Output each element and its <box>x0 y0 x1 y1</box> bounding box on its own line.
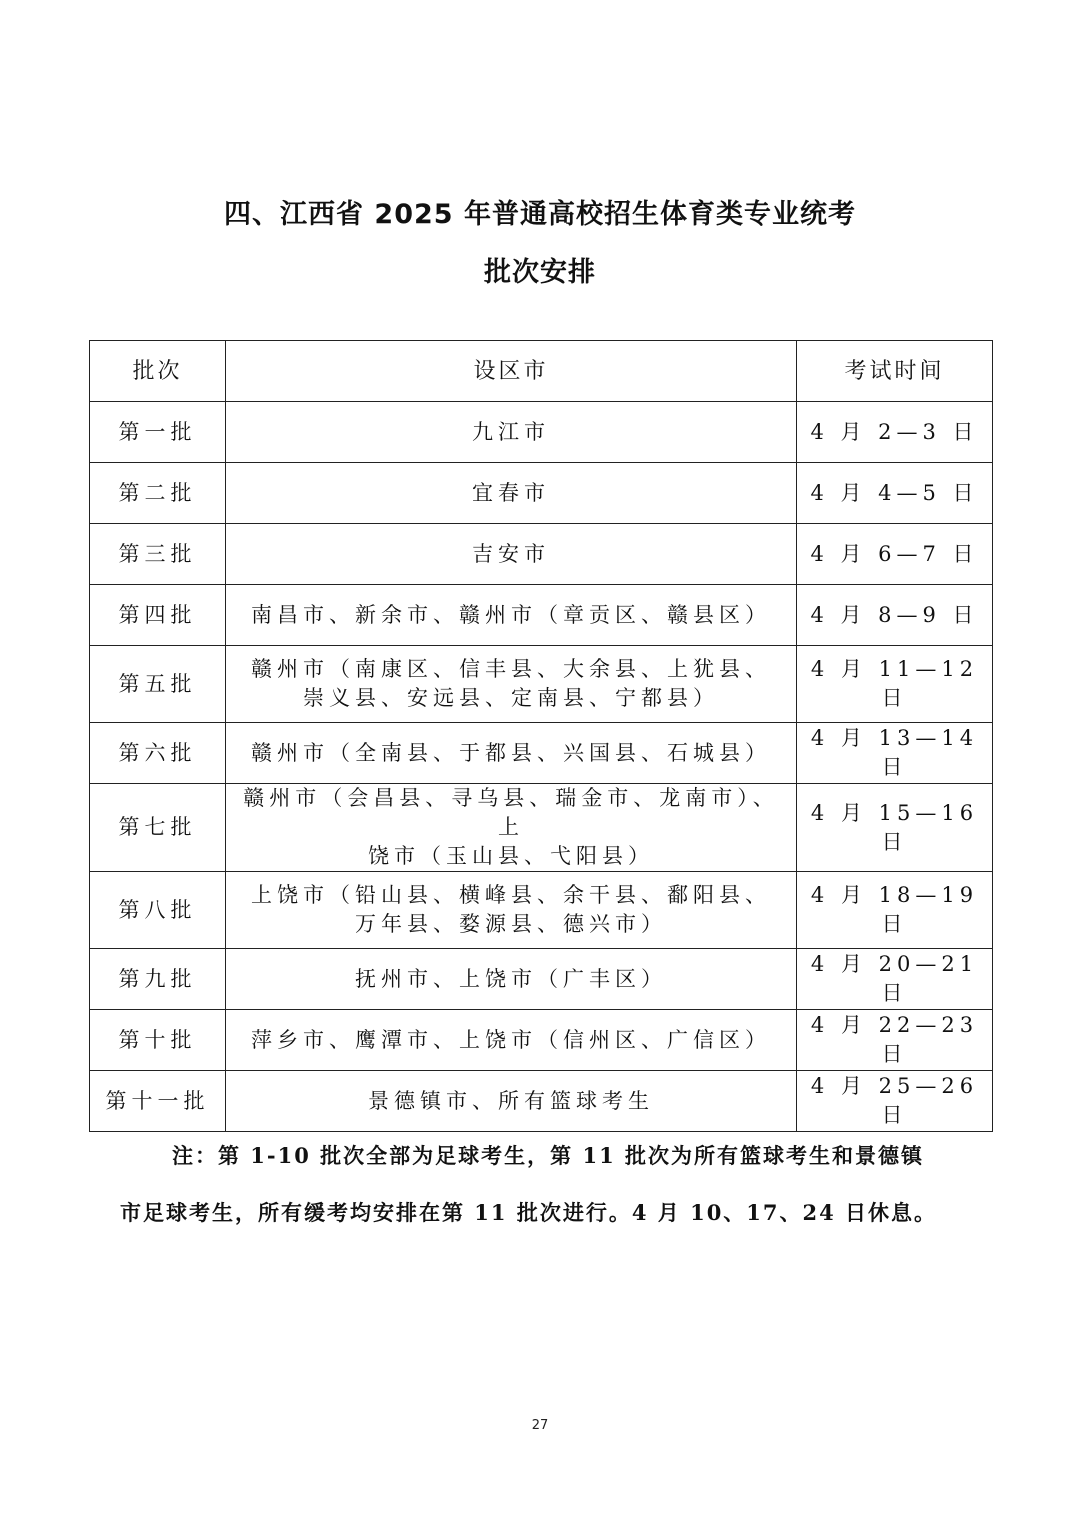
city-line: 上饶市（铅山县、横峰县、余干县、鄱阳县、 <box>251 883 771 907</box>
header-batch: 批次 <box>90 341 226 402</box>
table-header-row <box>90 341 993 402</box>
city-line: 赣州市（会昌县、寻乌县、瑞金市、龙南市）、上 <box>243 786 779 839</box>
batch-cell: 第一批 <box>90 402 226 463</box>
table-row <box>90 524 993 585</box>
city-line: 吉安市 <box>472 541 550 566</box>
city-line: 抚州市、上饶市（广丰区） <box>355 966 667 991</box>
city-line: 南昌市、新余市、赣州市（章贡区、赣县区） <box>251 602 771 627</box>
city-cell <box>226 1010 797 1071</box>
table-row <box>90 872 993 949</box>
city-cell <box>226 646 797 723</box>
batch-schedule-table <box>89 340 993 1132</box>
time-cell: 4 月 8—9 日 <box>797 585 993 646</box>
batch-cell: 第九批 <box>90 949 226 1010</box>
city-cell <box>226 1071 797 1132</box>
time-cell: 4 月 18—19 日 <box>797 872 993 949</box>
city-cell <box>226 585 797 646</box>
city-line: 万年县、婺源县、德兴市） <box>355 912 667 936</box>
table-row <box>90 646 993 723</box>
table-row <box>90 949 993 1010</box>
footnote-line-2: 市足球考生，所有缓考均安排在第 11 批次进行。4 月 10、17、24 日休息。 <box>120 1200 938 1225</box>
batch-cell: 第八批 <box>90 872 226 949</box>
city-line: 宜春市 <box>472 480 550 505</box>
table-row <box>90 1071 993 1132</box>
city-cell <box>226 463 797 524</box>
batch-cell: 第十批 <box>90 1010 226 1071</box>
city-cell <box>226 872 797 949</box>
city-line: 九江市 <box>472 419 550 444</box>
batch-cell: 第三批 <box>90 524 226 585</box>
city-line: 赣州市（南康区、信丰县、大余县、上犹县、 <box>251 657 771 681</box>
time-cell: 4 月 13—14 日 <box>797 723 993 784</box>
time-cell: 4 月 20—21 日 <box>797 949 993 1010</box>
batch-cell: 第五批 <box>90 646 226 723</box>
city-cell <box>226 402 797 463</box>
city-line: 饶市（玉山县、弋阳县） <box>368 844 654 868</box>
header-city: 设区市 <box>226 341 797 402</box>
city-cell <box>226 723 797 784</box>
time-cell: 4 月 2—3 日 <box>797 402 993 463</box>
time-cell: 4 月 15—16 日 <box>797 784 993 872</box>
table-row <box>90 1010 993 1071</box>
city-line: 崇义县、安远县、定南县、宁都县） <box>303 686 719 710</box>
city-cell <box>226 949 797 1010</box>
city-cell <box>226 524 797 585</box>
city-line: 萍乡市、鹰潭市、上饶市（信州区、广信区） <box>251 1027 771 1052</box>
batch-cell: 第二批 <box>90 463 226 524</box>
page-title: 四、江西省 2025 年普通高校招生体育类专业统考 <box>224 199 856 230</box>
table-row <box>90 784 993 872</box>
table-row <box>90 402 993 463</box>
batch-cell: 第四批 <box>90 585 226 646</box>
header-exam-time: 考试时间 <box>797 341 993 402</box>
page-number: 27 <box>531 1418 549 1433</box>
time-cell: 4 月 25—26 日 <box>797 1071 993 1132</box>
footnote-line-1: 注：第 1-10 批次全部为足球考生，第 11 批次为所有篮球考生和景德镇 <box>172 1143 925 1168</box>
time-cell: 4 月 22—23 日 <box>797 1010 993 1071</box>
city-cell <box>226 784 797 872</box>
time-cell: 4 月 11—12 日 <box>797 646 993 723</box>
batch-cell: 第七批 <box>90 784 226 872</box>
time-cell: 4 月 4—5 日 <box>797 463 993 524</box>
batch-cell: 第十一批 <box>90 1071 226 1132</box>
time-cell: 4 月 6—7 日 <box>797 524 993 585</box>
page-subtitle: 批次安排 <box>484 257 596 288</box>
table-row <box>90 463 993 524</box>
batch-cell: 第六批 <box>90 723 226 784</box>
city-line: 景德镇市、所有篮球考生 <box>368 1088 654 1113</box>
table-row <box>90 585 993 646</box>
city-line: 赣州市（全南县、于都县、兴国县、石城县） <box>251 740 771 765</box>
table-row <box>90 723 993 784</box>
